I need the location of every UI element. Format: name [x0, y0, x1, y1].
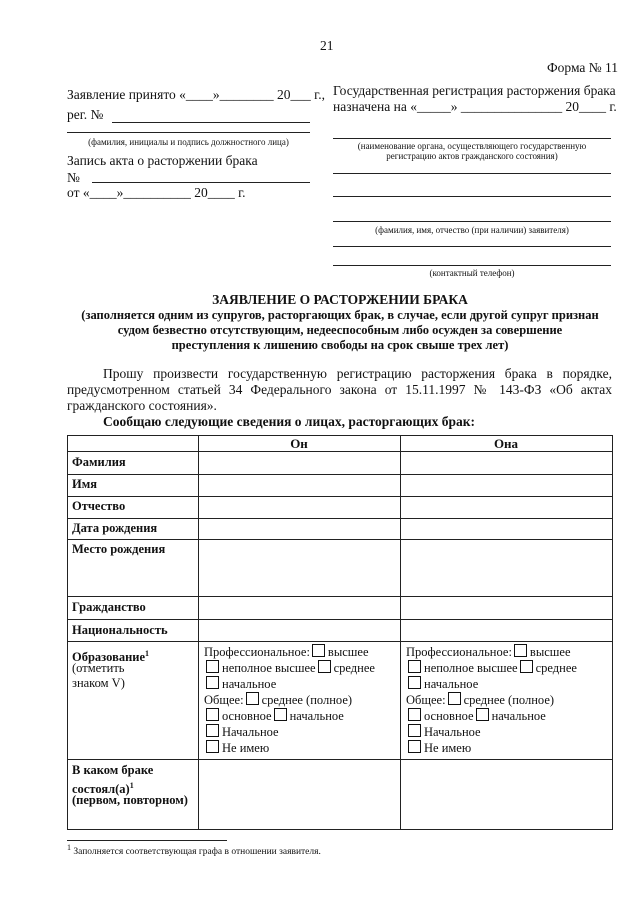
authority-field[interactable]: [333, 138, 611, 139]
applicant-field-3[interactable]: [333, 246, 611, 247]
page-number: 21: [320, 38, 334, 53]
form-number: Форма № 11: [547, 60, 619, 75]
column-header-she: Она: [493, 436, 519, 451]
checkbox-secondary-full-she[interactable]: [448, 692, 461, 705]
footnote-mark: 1: [67, 843, 71, 852]
authority-caption-1: (наименование органа, осуществляющего государственную: [357, 141, 587, 151]
option-label: высшее: [327, 645, 369, 659]
footnote-text: Заполняется соответствующая графа в отношении заявителя.: [73, 847, 321, 858]
checkbox-incomplete-higher-he[interactable]: [206, 660, 219, 673]
applicant-caption: (фамилия, имя, отчество (при наличии) заявителя): [375, 225, 569, 235]
option-label: Начальное: [424, 725, 481, 739]
table-row-line: [67, 759, 613, 760]
checkbox-initial-she[interactable]: [408, 676, 421, 689]
row-label-marriage-3: (первом, повторном): [72, 793, 188, 807]
footnote-separator: [67, 840, 227, 841]
option-label: Общее:: [406, 693, 446, 707]
checkbox-higher-he[interactable]: [312, 644, 325, 657]
body-line-3: гражданского состояния».: [67, 398, 217, 413]
education-footnote-mark: 1: [145, 649, 150, 658]
row-label-name: Имя: [72, 477, 97, 491]
option-label: среднее (полное): [463, 693, 555, 707]
checkbox-initial-cap-he[interactable]: [206, 724, 219, 737]
record-label: Запись акта о расторжении брака: [67, 153, 258, 168]
row-label-birth-date: Дата рождения: [72, 521, 158, 535]
record-date-line: от «____»__________ 20____ г.: [67, 185, 246, 200]
accepted-line: Заявление принято «____»________ 20___ г.,: [67, 87, 325, 102]
option-label: начальное: [289, 709, 344, 723]
checkbox-incomplete-higher-she[interactable]: [408, 660, 421, 673]
table-row-line: [67, 496, 613, 497]
applicant-field-2[interactable]: [333, 221, 611, 222]
option-label: Профессиональное:: [406, 645, 512, 659]
table-row-line: [67, 829, 613, 830]
row-label-patronymic: Отчество: [72, 499, 126, 513]
education-options-she: [406, 644, 577, 756]
checkbox-higher-she[interactable]: [514, 644, 527, 657]
official-signature-field[interactable]: [67, 132, 310, 133]
checkbox-initial-he[interactable]: [206, 676, 219, 689]
option-label: среднее: [535, 661, 577, 675]
body-line-1: Прошу произвести государственную регистрацию расторжения брака в порядке,: [103, 366, 612, 381]
row-label-surname: Фамилия: [72, 455, 126, 469]
reg-number-field[interactable]: [112, 122, 310, 123]
option-label: Не имею: [222, 741, 270, 755]
education-options-he: [204, 644, 375, 756]
record-number-field[interactable]: [92, 182, 310, 183]
applicant-field-1[interactable]: [333, 196, 611, 197]
option-label: неполное высшее: [222, 661, 316, 675]
table-col-divider-2: [400, 435, 401, 830]
row-label-birth-place: Место рождения: [72, 542, 166, 556]
option-label: начальное: [222, 677, 277, 691]
phone-field[interactable]: [333, 265, 611, 266]
table-border-right: [612, 435, 613, 830]
official-caption: (фамилия, инициалы и подпись должностного лица): [88, 137, 289, 147]
option-label: среднее: [333, 661, 375, 675]
checkbox-secondary-full-he[interactable]: [246, 692, 259, 705]
option-label: Общее:: [204, 693, 244, 707]
table-row-line: [67, 539, 613, 540]
authority-field-2[interactable]: [333, 173, 611, 174]
checkbox-none-she[interactable]: [408, 740, 421, 753]
phone-caption: (контактный телефон): [429, 268, 515, 278]
form-subtitle-2: судом безвестно отсутствующим, недееспособным либо осужден за совершение: [117, 323, 563, 337]
checkbox-none-he[interactable]: [206, 740, 219, 753]
option-label: Профессиональное:: [204, 645, 310, 659]
form-subtitle-3: преступления к лишению свободы на срок свыше трех лет): [171, 338, 509, 352]
marriage-footnote-mark: 1: [129, 781, 134, 790]
table-row-line: [67, 474, 613, 475]
table-col-divider-1: [198, 435, 199, 830]
authority-caption-2: регистрацию актов гражданского состояния): [386, 151, 558, 161]
checkbox-secondary-he[interactable]: [318, 660, 331, 673]
registration-line-1: Государственная регистрация расторжения брака: [333, 83, 616, 98]
option-label: начальное: [424, 677, 479, 691]
checkbox-secondary-she[interactable]: [520, 660, 533, 673]
education-note-1: (отметить: [72, 661, 125, 675]
table-row-line: [67, 596, 613, 597]
table-row-line: [67, 619, 613, 620]
table-border-left: [67, 435, 68, 830]
education-note-2: знаком V): [72, 676, 125, 690]
checkbox-primary-she[interactable]: [476, 708, 489, 721]
table-row-line: [67, 641, 613, 642]
checkbox-basic-he[interactable]: [206, 708, 219, 721]
option-label: основное: [424, 709, 474, 723]
table-row-line: [67, 518, 613, 519]
footnote: [67, 843, 321, 857]
reg-label: рег. №: [67, 107, 104, 122]
body-line-2: предусмотренном статьей 34 Федерального закона от 15.11.1997 № 143-ФЗ «Об актах: [67, 382, 612, 397]
checkbox-initial-cap-she[interactable]: [408, 724, 421, 737]
registration-line-2: назначена на «_____» _______________ 20____ г.: [333, 99, 617, 114]
form-subtitle-1: (заполняется одним из супругов, расторгающих брак, в случае, если другой супруг признан: [81, 308, 599, 322]
option-label: начальное: [491, 709, 546, 723]
option-label: Начальное: [222, 725, 279, 739]
info-line: Сообщаю следующие сведения о лицах, расторгающих брак:: [103, 414, 476, 429]
education-label-text: Образование: [72, 650, 146, 665]
option-label: высшее: [529, 645, 571, 659]
row-label-marriage-1: В каком браке: [72, 763, 154, 777]
option-label: среднее (полное): [261, 693, 353, 707]
option-label: неполное высшее: [424, 661, 518, 675]
marriage-label-text: состоял(а): [72, 782, 130, 797]
record-number-label: №: [67, 170, 80, 185]
column-header-he: Он: [290, 436, 308, 451]
option-label: Не имею: [424, 741, 472, 755]
spouses-table: [67, 435, 613, 830]
option-label: основное: [222, 709, 272, 723]
row-label-nationality: Национальность: [72, 623, 168, 637]
form-title: ЗАЯВЛЕНИЕ О РАСТОРЖЕНИИ БРАКА: [212, 292, 468, 307]
row-label-citizenship: Гражданство: [72, 600, 146, 614]
checkbox-primary-he[interactable]: [274, 708, 287, 721]
checkbox-basic-she[interactable]: [408, 708, 421, 721]
